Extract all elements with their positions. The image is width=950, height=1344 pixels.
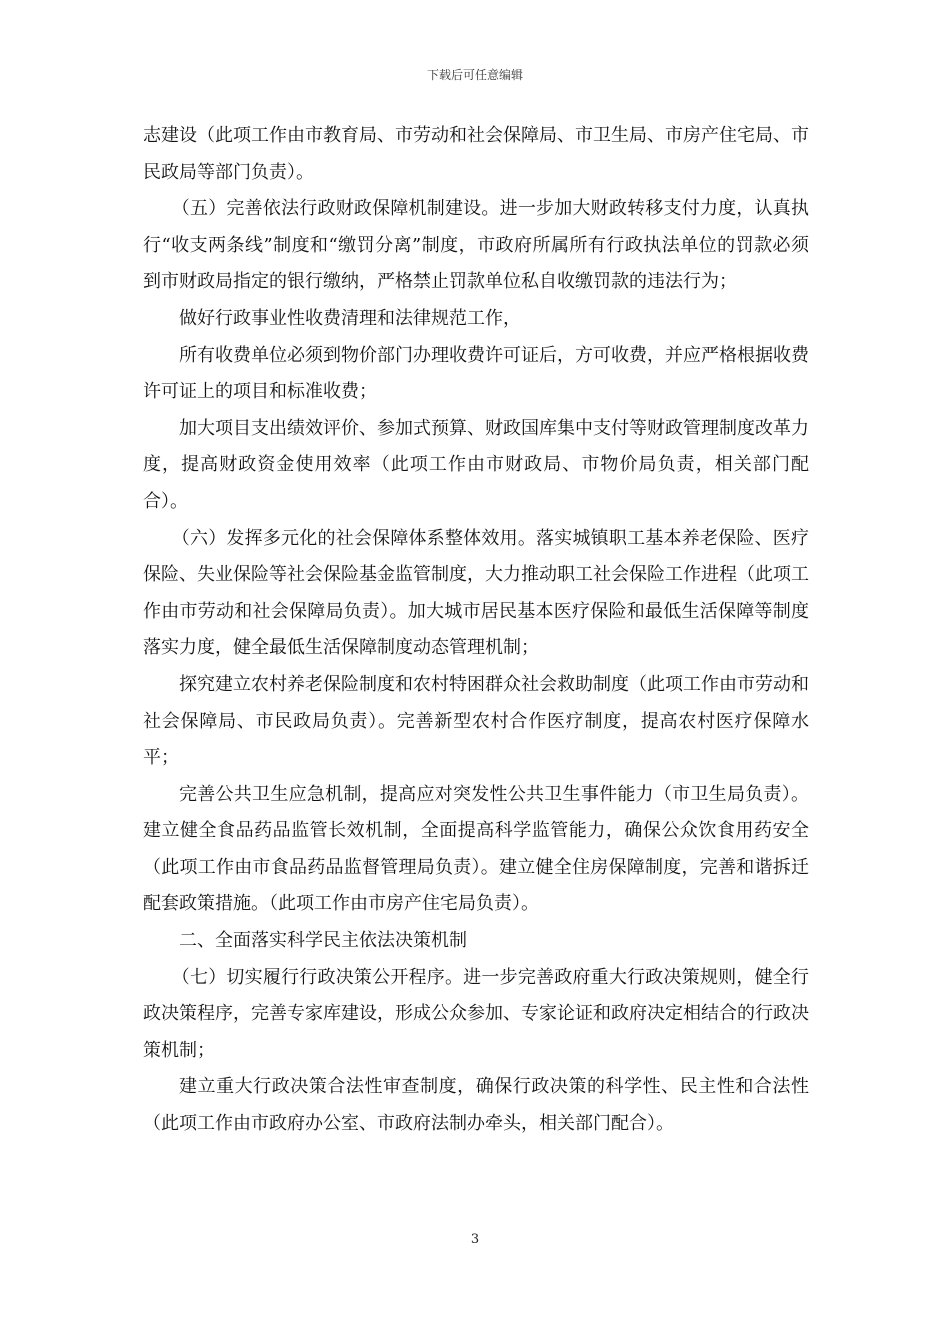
page-number: 3 [470,1232,480,1247]
section-heading: 二、全面落实科学民主依法决策机制 [179,930,467,952]
paragraph: 所有收费单位必须到物价部门办理收费许可证后，方可收费，并应严格根据收费许可证上的项目和标准收费； [143,344,809,403]
document-body [143,118,809,1143]
page-header: 下载后可任意编辑 [426,68,523,82]
paragraph: 建立重大行政决策合法性审查制度，确保行政决策的科学性、民主性和合法性（此项工作由市政府办公室、市政府法制办牵头，相关部门配合）。 [143,1076,809,1135]
paragraph: 做好行政事业性收费清理和法律规范工作， [179,307,521,329]
paragraph: 志建设（此项工作由市教育局、市劳动和社会保障局、市卫生局、市房产住宅局、市民政局等部门负责）。 [143,125,809,183]
paragraph: 完善公共卫生应急机制，提高应对突发性公共卫生事件能力（市卫生局负责）。建立健全食品药品监管长效机制，全面提高科学监管能力，确保公众饮食用药安全（此项工作由市食品药品监督管理局负责）。建立健全住房保障制度，完善和谐拆迁配套政策措施。（此项工作由市房产住宅局负责）。 [143,783,809,915]
paragraph: （六）发挥多元化的社会保障体系整体效用。落实城镇职工基本养老保险、医疗保险、失业保险等社会保险基金监管制度，大力推动职工社会保险工作进程（此项工作由市劳动和社会保障局负责）。加大城市居民基本医疗保险和最低生活保障等制度落实力度，健全最低生活保障制度动态管理机制； [143,527,809,659]
paragraph: 探究建立农村养老保险制度和农村特困群众社会救助制度（此项工作由市劳动和社会保障局、市民政局负责）。完善新型农村合作医疗制度，提高农村医疗保障水平； [143,673,809,769]
paragraph: （五）完善依法行政财政保障机制建设。进一步加大财政转移支付力度，认真执行“收支两条线”制度和“缴罚分离”制度，市政府所属所有行政执法单位的罚款必须到市财政局指定的银行缴纳，严格禁止罚款单位私自收缴罚款的违法行为； [143,198,809,293]
paragraph: （七）切实履行行政决策公开程序。进一步完善政府重大行政决策规则，健全行政决策程序，完善专家库建设，形成公众参加、专家论证和政府决定相结合的行政决策机制； [143,966,809,1061]
paragraph: 加大项目支出绩效评价、参加式预算、财政国库集中支付等财政管理制度改革力度，提高财政资金使用效率（此项工作由市财政局、市物价局负责，相关部门配合）。 [143,417,809,512]
